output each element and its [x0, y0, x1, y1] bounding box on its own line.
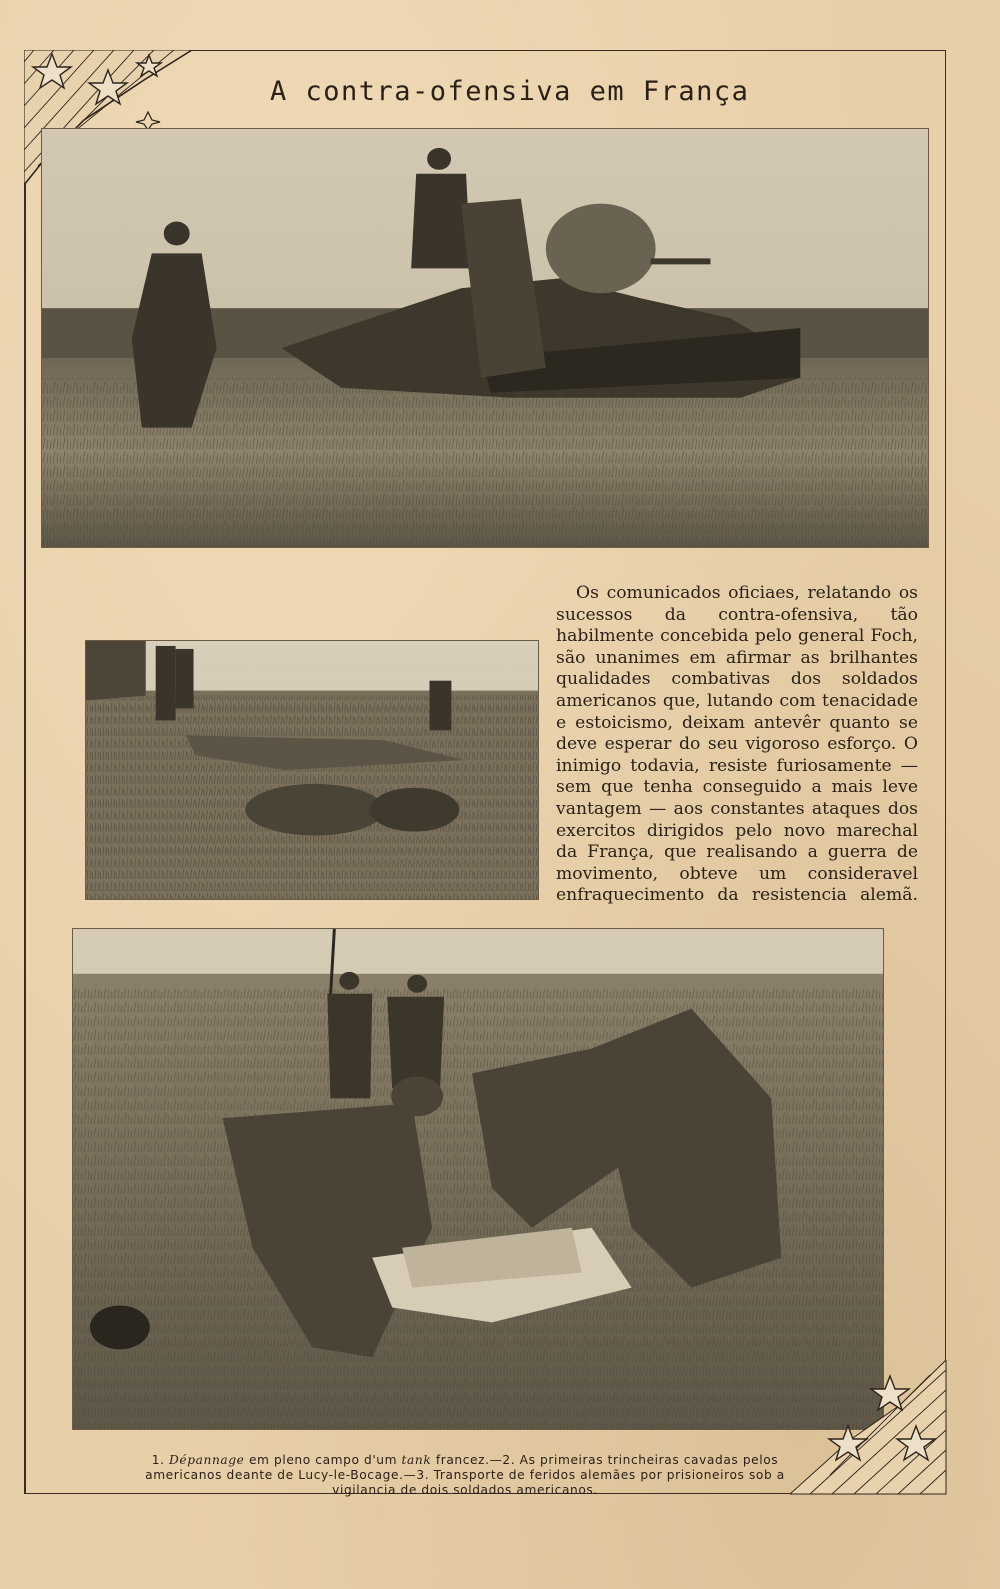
- article-paragraph: Os comunicados oficiaes, relatando os sucessos da contra-ofensiva, tão habilmente concebida pelo general Foch, são unanimes em afirmar as brilhantes qualidades combativas dos soldados americanos que, lutando com tenacidade e estoicismo, deixam antevêr quanto se deve esperar do seu vigoroso esforço. O inimigo todavia, resiste furiosamente — sem que tenha conseguido a mais leve vantagem — aos constantes ataques dos exercitos dirigidos pelo novo marechal da França, que realisando a guerra de movimento, obteve um consideravel enfraquecimento da resistencia alemã.: [556, 583, 918, 906]
- photo-wounded-transport: [72, 928, 884, 1430]
- caption-number: 1.: [151, 1453, 165, 1467]
- photo-tank-field: [41, 128, 929, 548]
- caption-text-2: francez.—2. As primeiras trincheiras cavadas pelos americanos deante de Lucy-le-Bocage.—3. Transporte de feridos alemães por prisioneiros sob a vigilancia de dois soldados americanos.: [145, 1453, 785, 1497]
- caption-text-1: em pleno campo d'um: [244, 1453, 402, 1467]
- article-text: [556, 583, 918, 907]
- page-title: A contra-ofensiva em França: [270, 76, 750, 107]
- star-corner-ornament-bottom-right: [790, 1360, 948, 1496]
- photo-trenches: [85, 640, 539, 900]
- photo-caption: [120, 1453, 810, 1498]
- caption-italic-tank: tank: [401, 1453, 432, 1467]
- caption-italic-depannage: Dépannage: [169, 1453, 245, 1467]
